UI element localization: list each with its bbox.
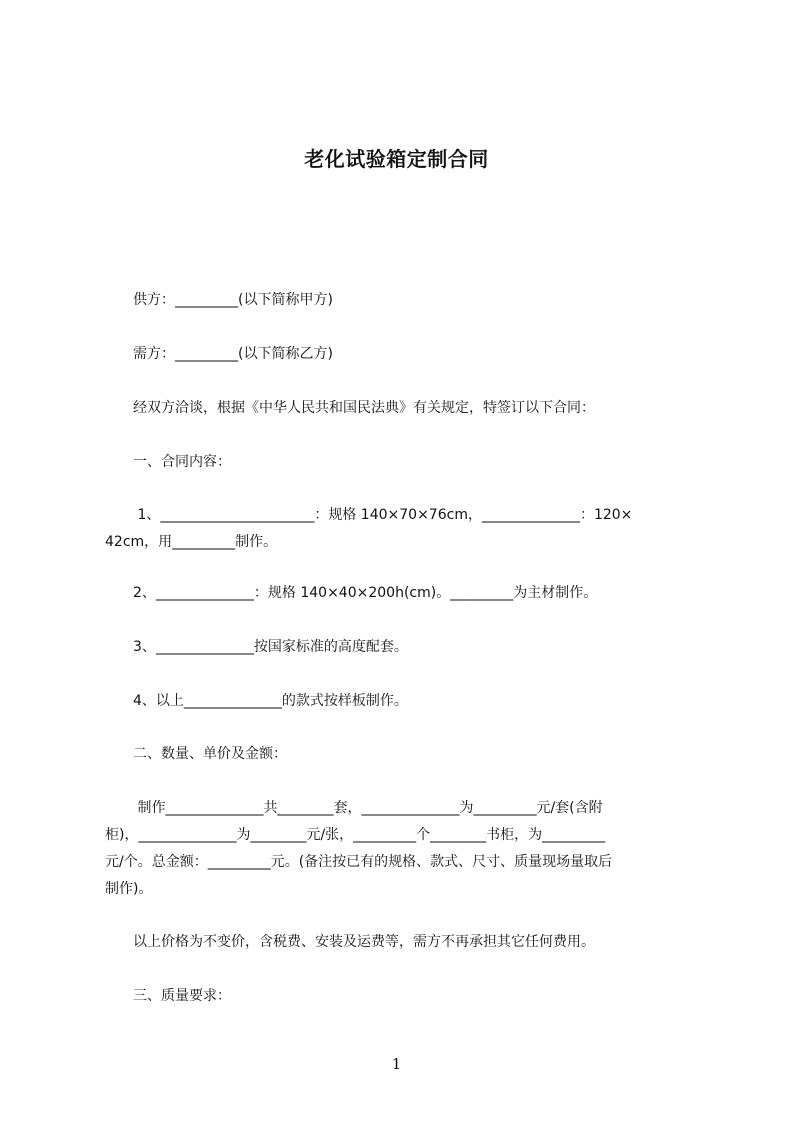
agreement-intro-line: 经双方洽谈，根据《中华人民共和国民法典》有关规定，特签订以下合同： (105, 400, 595, 416)
quantity-price-line-4: 制作)。 (105, 881, 153, 897)
content-item-3: 3、______________按国家标准的高度配套。 (105, 639, 408, 655)
section-heading-content: 一、合同内容： (105, 454, 231, 470)
quantity-price-line-3: 元/个。总金额：_________元。(备注按已有的规格、款式、尺寸、质量现场量取后 (105, 854, 613, 870)
section-heading-quantity-price: 二、数量、单价及金额： (105, 746, 287, 762)
content-item-1-line-1: 1、______________________：规格 140×70×76cm，______________：120× (105, 507, 633, 523)
section-heading-quality: 三、质量要求： (105, 988, 231, 1004)
supplier-line: 供方：_________(以下简称甲方) (105, 292, 333, 308)
content-item-1-line-2: 42cm，用_________制作。 (105, 534, 278, 550)
quantity-price-line-1: 制作______________共________套，______________为_________元/套(含附 (105, 800, 603, 816)
page-number: 1 (391, 1055, 402, 1073)
buyer-line: 需方：_________(以下简称乙方) (105, 346, 333, 362)
content-item-2: 2、______________：规格 140×40×200h(cm)。_________为主材制作。 (105, 585, 598, 601)
quantity-price-line-2: 柜)，______________为________元/张，_________个________书柜，为_________ (105, 827, 606, 843)
content-item-4: 4、以上______________的款式按样板制作。 (105, 693, 408, 709)
price-statement-line: 以上价格为不变价，含税费、安装及运费等，需方不再承担其它任何费用。 (105, 934, 595, 950)
document-title: 老化试验箱定制合同 (304, 147, 489, 171)
